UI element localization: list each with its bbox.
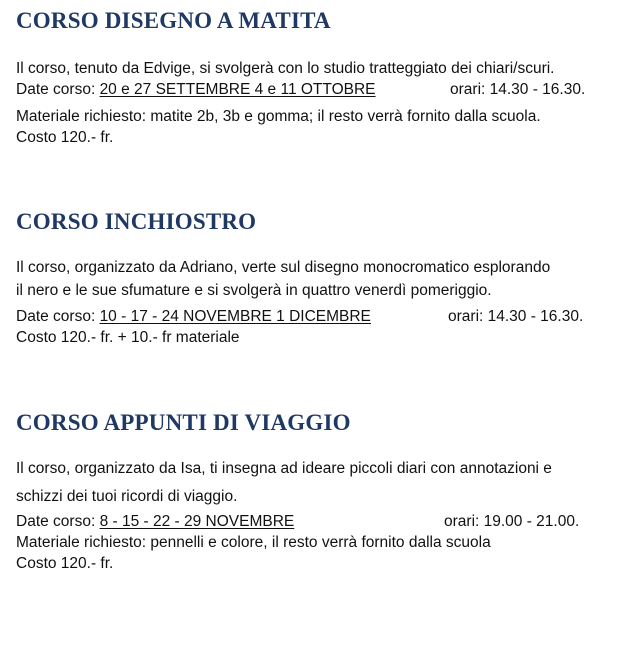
course-description: Il corso, tenuto da Edvige, si svolgerà con lo studio tratteggiato dei chiari/scuri.: [16, 60, 555, 77]
course-dates-row: [16, 79, 616, 100]
course-hours: orari: 14.30 - 16.30.: [450, 81, 586, 98]
course-appunti-di-viaggio: [16, 410, 616, 574]
course-disegno-a-matita: [16, 8, 616, 148]
course-dates-row: [16, 306, 616, 327]
course-hours: orari: 19.00 - 21.00.: [444, 513, 580, 530]
course-dates: 10 - 17 - 24 NOVEMBRE 1 DICEMBRE: [99, 308, 371, 325]
course-description-line-1: Il corso, organizzato da Adriano, verte sul disegno monocromatico esplorando: [16, 259, 551, 276]
date-label: Date corso:: [16, 81, 100, 98]
course-cost: Costo 120.- fr.: [16, 129, 114, 146]
course-hours: orari: 14.30 - 16.30.: [448, 308, 584, 325]
course-dates: 8 - 15 - 22 - 29 NOVEMBRE: [99, 513, 295, 530]
course-title: CORSO DISEGNO A MATITA: [16, 8, 331, 33]
course-material: Materiale richiesto: pennelli e colore, il resto verrà fornito dalla scuola: [16, 534, 491, 551]
course-dates: 20 e 27 SETTEMBRE 4 e 11 OTTOBRE: [99, 81, 376, 98]
course-material: Materiale richiesto: matite 2b, 3b e gomma; il resto verrà fornito dalla scuola.: [16, 108, 541, 125]
course-inchiostro: [16, 209, 616, 348]
course-description-line-1: Il corso, organizzato da Isa, ti insegna ad ideare piccoli diari con annotazioni e: [16, 460, 552, 477]
course-description-line-2: il nero e le sue sfumature e si svolgerà in quattro venerdì pomeriggio.: [16, 282, 492, 299]
course-title: CORSO INCHIOSTRO: [16, 209, 257, 234]
course-dates-row: [16, 511, 616, 532]
date-label: Date corso:: [16, 308, 100, 325]
date-label: Date corso:: [16, 513, 100, 530]
course-description-line-2: schizzi dei tuoi ricordi di viaggio.: [16, 488, 238, 505]
course-title: CORSO APPUNTI DI VIAGGIO: [16, 410, 351, 435]
course-cost: Costo 120.- fr.: [16, 555, 114, 572]
course-cost: Costo 120.- fr. + 10.- fr materiale: [16, 329, 240, 346]
